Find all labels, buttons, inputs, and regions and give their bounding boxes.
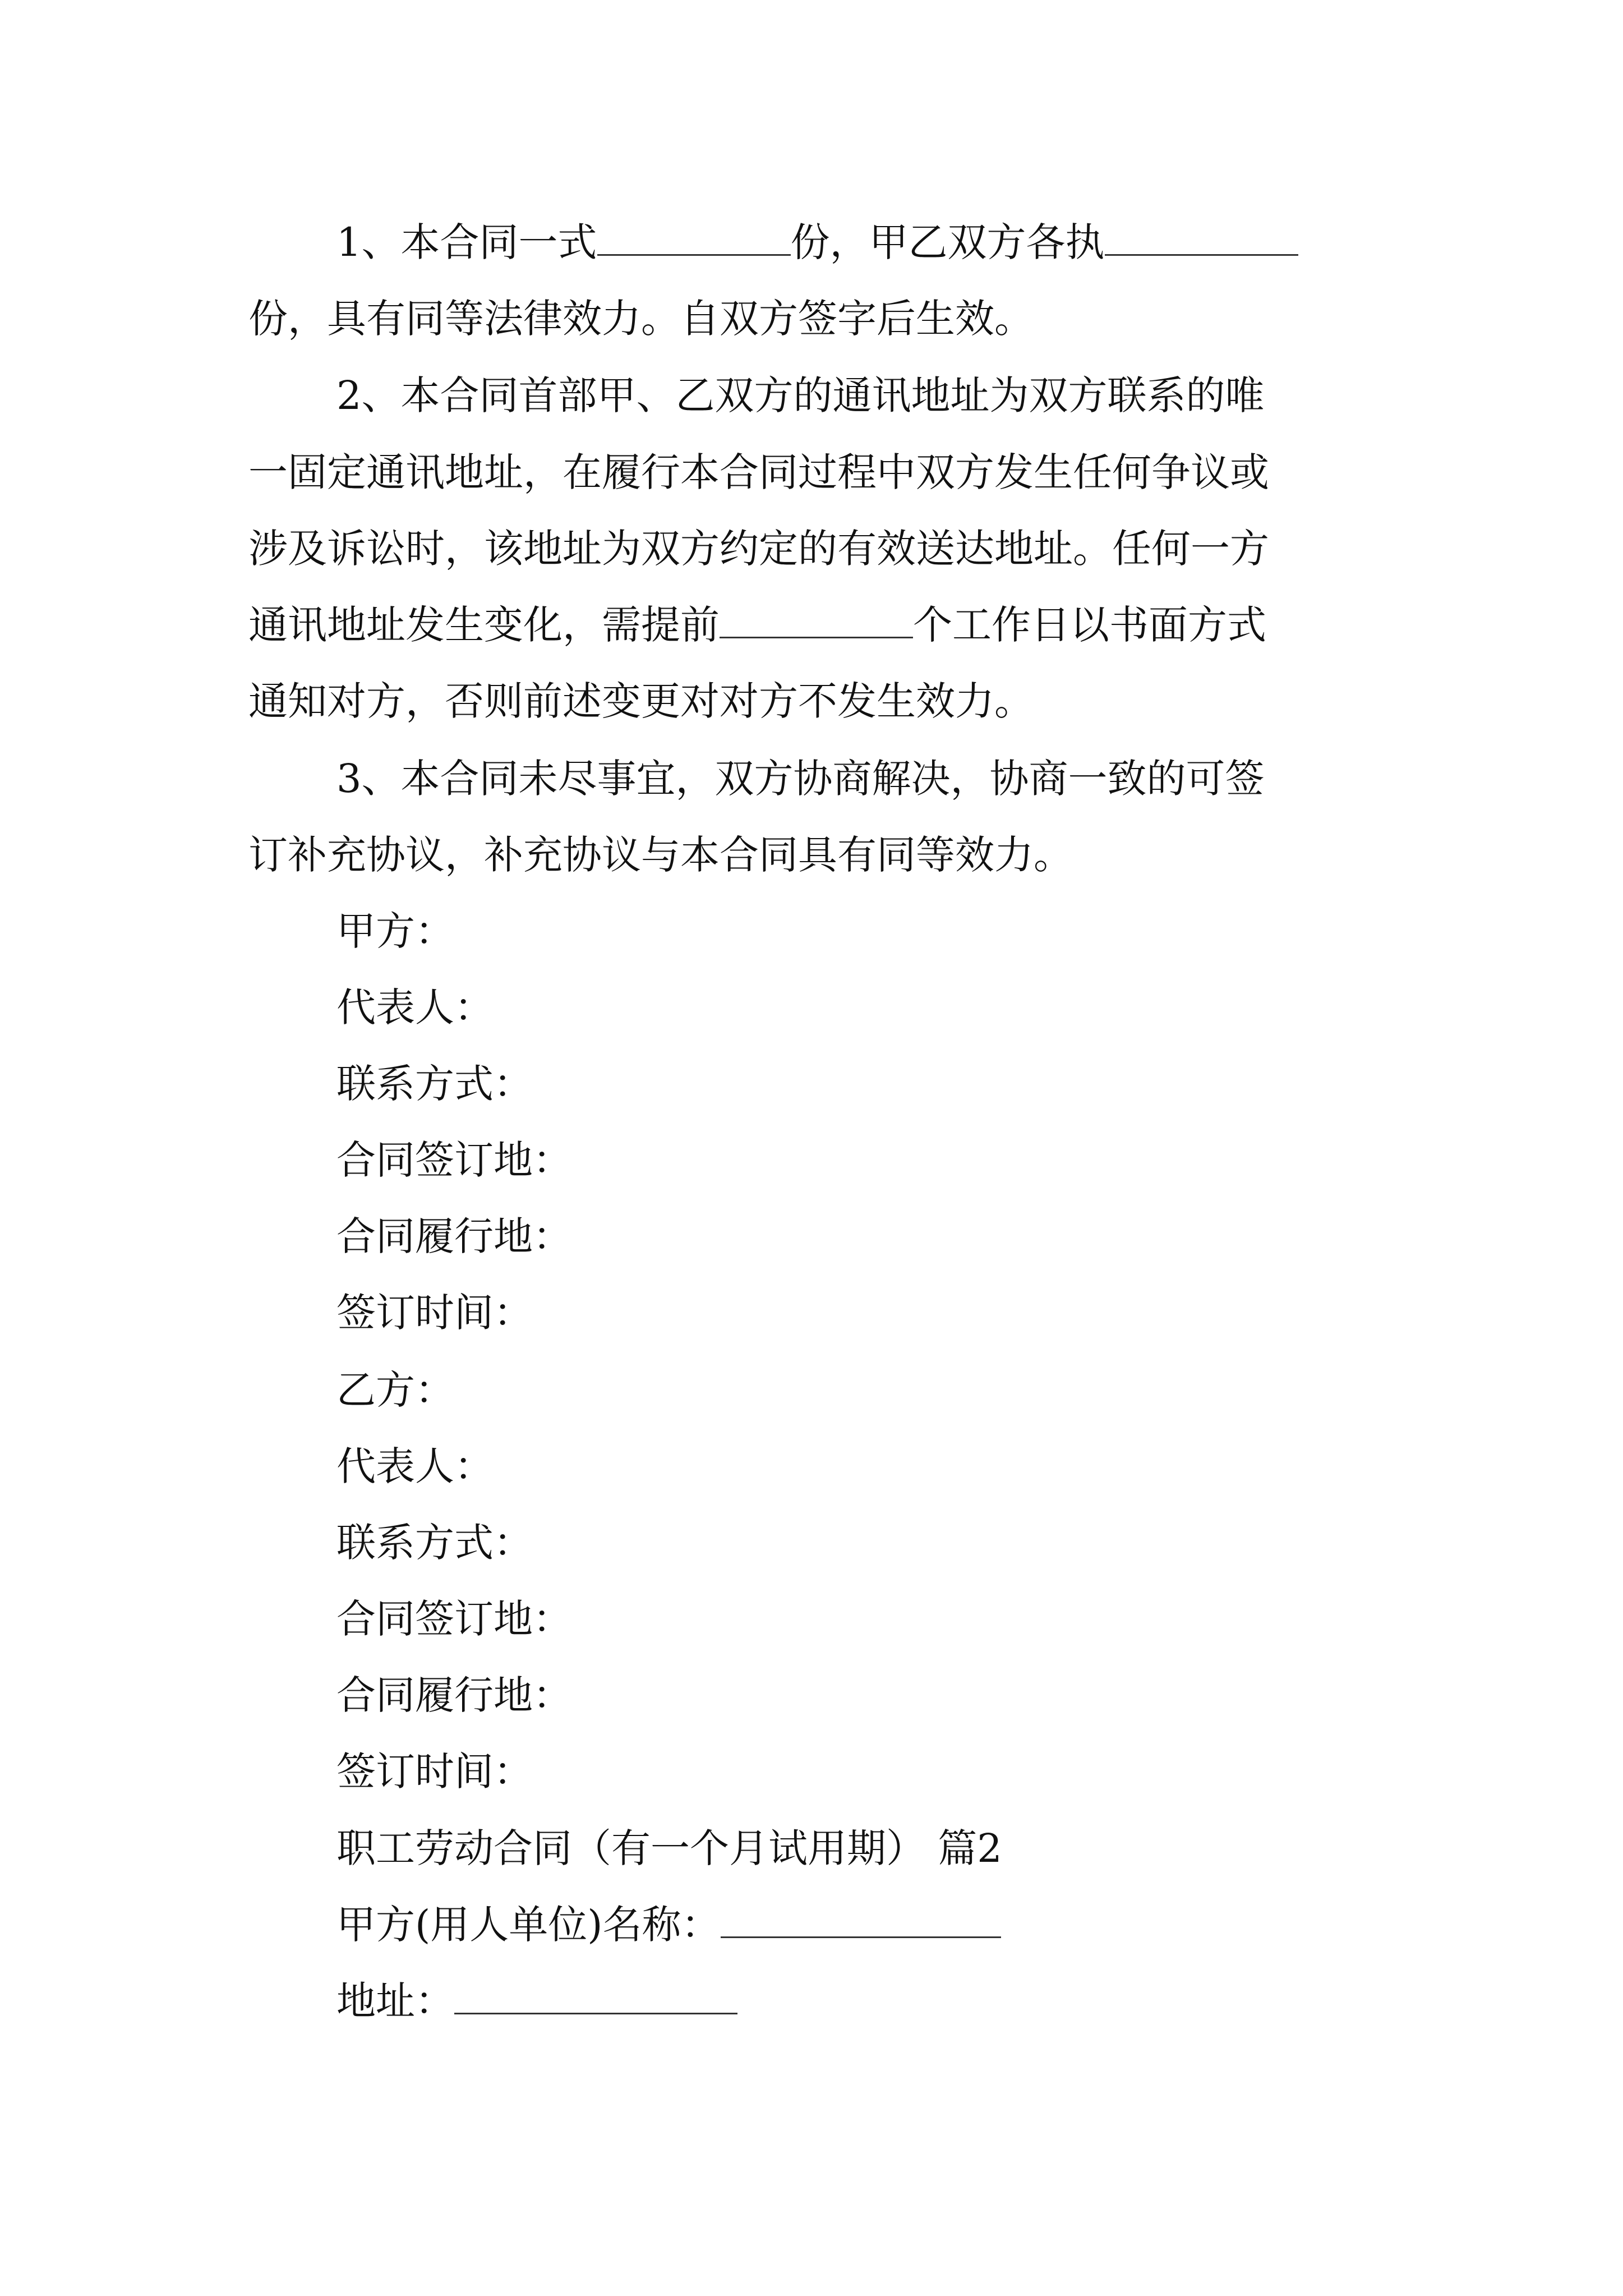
party-a-title: 甲方： [336,908,454,954]
clause-2-line-2: 一固定通讯地址，在履行本合同过程中双方发生任何争议或 [248,449,1269,495]
clause-1-line-2: 份，具有同等法律效力。自双方签字后生效。 [248,296,1034,342]
party-b-performance-place: 合同履行地： [336,1672,572,1718]
party-b-representative: 代表人： [336,1443,494,1489]
clause-2-line-1: 2、本合同首部甲、乙双方的通讯地址为双方联系的唯 [336,372,1265,418]
party-b-contact: 联系方式： [336,1520,533,1566]
party-a-signing-place: 合同签订地： [336,1137,572,1183]
copies-each-blank[interactable] [1105,215,1298,256]
section-heading: 职工劳动合同（有一个月试用期） 篇2 [336,1825,1002,1871]
copies-total-blank[interactable] [597,215,791,256]
party-a-performance-place: 合同履行地： [336,1213,572,1259]
party-a-representative: 代表人： [336,984,494,1030]
clause-2-text-a: 通讯地址发生变化，需提前 [248,602,720,648]
address-line [336,1973,737,2029]
party-a-contact: 联系方式： [336,1061,533,1107]
party-b-signing-time: 签订时间： [336,1749,533,1795]
party-b-signing-place: 合同签订地： [336,1596,572,1642]
clause-3-line-2: 订补充协议，补充协议与本合同具有同等效力。 [248,832,1073,878]
employer-name-line [336,1897,1001,1953]
party-b-title: 乙方： [336,1367,454,1413]
employer-name-label: 甲方(用人单位)名称： [336,1902,721,1948]
clause-1-text-a: 1、本合同一式 [336,219,597,265]
address-blank[interactable] [454,1973,737,2014]
employer-name-blank[interactable] [721,1897,1001,1938]
notice-days-blank[interactable] [720,597,913,638]
party-a-signing-time: 签订时间： [336,1290,533,1336]
clause-1-line-1 [336,214,1298,270]
clause-3-line-1: 3、本合同未尽事宜，双方协商解决，协商一致的可签 [336,756,1265,802]
address-label: 地址： [336,1978,454,2024]
clause-2-line-5: 通知对方，否则前述变更对对方不发生效力。 [248,678,1034,724]
clause-2-text-b: 个工作日以书面方式 [913,602,1266,648]
clause-1-text-b: 份，甲乙双方各执 [790,219,1105,265]
clause-2-line-3: 涉及诉讼时，该地址为双方约定的有效送达地址。任何一方 [248,526,1269,572]
clause-2-line-4 [248,597,1266,653]
